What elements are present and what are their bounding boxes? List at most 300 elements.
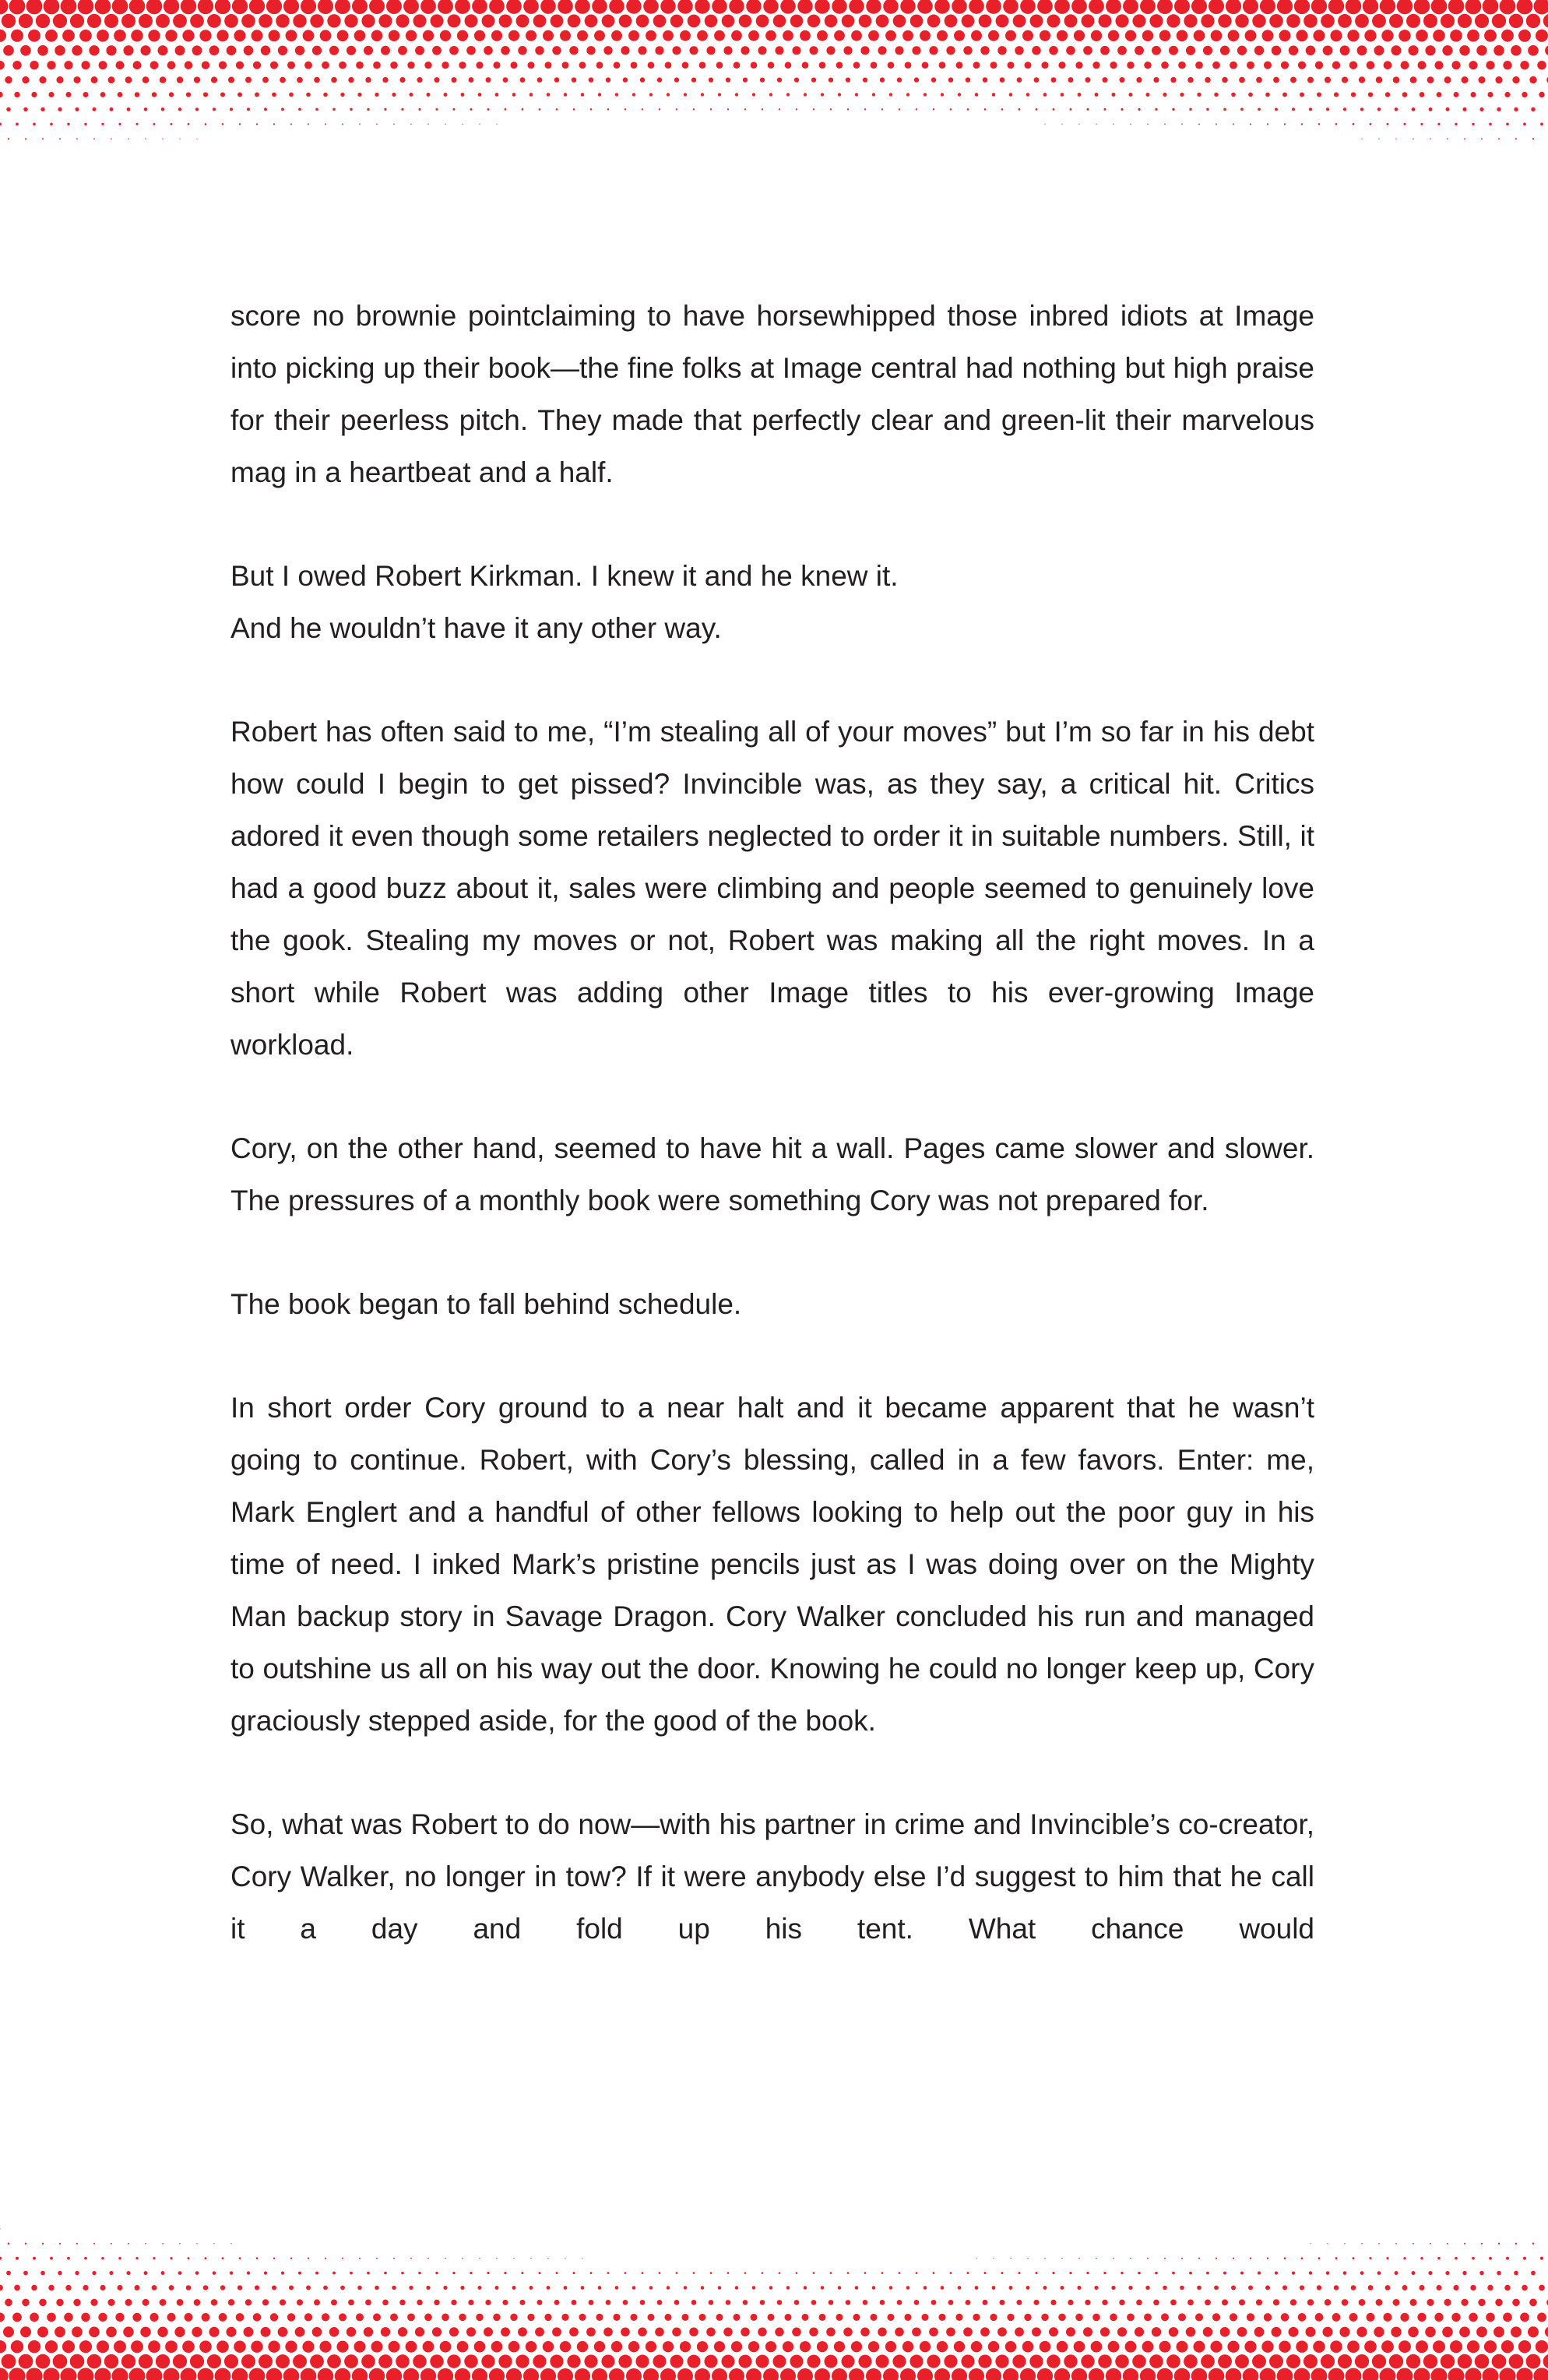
- halftone-dot: [937, 2341, 948, 2352]
- halftone-dot: [838, 2286, 842, 2290]
- halftone-dot: [498, 2354, 512, 2368]
- halftone-dot: [1069, 2272, 1071, 2274]
- halftone-dot: [1112, 93, 1116, 97]
- halftone-dot: [283, 0, 299, 14]
- halftone-dot: [430, 2354, 444, 2368]
- halftone-dot: [572, 2300, 577, 2305]
- halftone-dot: [889, 93, 892, 96]
- halftone-dot: [564, 93, 567, 96]
- halftone-dot: [14, 2285, 20, 2291]
- halftone-dot: [1301, 2257, 1303, 2259]
- halftone-dot: [954, 2341, 965, 2352]
- halftone-dot: [8, 138, 9, 139]
- halftone-dot: [361, 2354, 375, 2368]
- halftone-dot: [744, 108, 746, 110]
- halftone-dot: [1214, 2286, 1219, 2290]
- halftone-dot: [476, 62, 483, 69]
- halftone-dot: [1441, 2354, 1455, 2369]
- halftone-dot: [944, 2355, 957, 2368]
- halftone-dot: [1277, 2368, 1293, 2380]
- halftone-dot: [584, 2355, 597, 2368]
- halftone-dot: [247, 2271, 250, 2274]
- halftone-dot: [286, 30, 297, 41]
- halftone-dot: [843, 46, 852, 55]
- halftone-dot: [931, 2300, 937, 2305]
- halftone-dot: [1100, 46, 1110, 55]
- halftone-dot: [1245, 30, 1257, 41]
- halftone-dot: [128, 2243, 129, 2244]
- halftone-dot: [632, 93, 635, 96]
- halftone-dot: [418, 108, 420, 111]
- halftone-dot: [399, 2300, 406, 2306]
- halftone-dot: [403, 0, 419, 14]
- halftone-dot: [287, 62, 295, 69]
- halftone-dot: [895, 46, 903, 55]
- halftone-dot: [195, 107, 199, 111]
- halftone-dot: [269, 30, 280, 41]
- halftone-dot: [314, 2299, 320, 2305]
- halftone-dot: [802, 62, 809, 69]
- halftone-dot: [455, 2368, 470, 2380]
- halftone-dot: [941, 93, 944, 96]
- halftone-dot: [1430, 138, 1431, 139]
- halftone-dot: [1211, 30, 1223, 41]
- halftone-dot: [1155, 2272, 1158, 2275]
- halftone-dot: [681, 2314, 688, 2321]
- halftone-dot: [917, 2368, 933, 2380]
- halftone-dot: [506, 0, 522, 14]
- halftone-dot: [121, 14, 135, 28]
- halftone-dot: [118, 2257, 121, 2259]
- halftone-dot: [817, 30, 828, 41]
- halftone-dot: [62, 2340, 75, 2353]
- halftone-dot: [1103, 2272, 1106, 2274]
- halftone-dot: [1325, 77, 1331, 83]
- halftone-dot: [1427, 2299, 1434, 2306]
- halftone-dot: [350, 2272, 353, 2275]
- halftone-dot: [603, 2327, 613, 2336]
- halftone-dot: [1227, 2341, 1239, 2353]
- halftone-dot: [506, 2368, 522, 2380]
- halftone-dot: [135, 92, 140, 97]
- halftone-dot: [817, 2341, 828, 2352]
- halftone-dot: [1343, 2271, 1347, 2275]
- halftone-dot: [220, 2285, 225, 2290]
- halftone-dot: [1152, 2327, 1161, 2336]
- halftone-dot: [270, 2313, 278, 2321]
- halftone-dot: [704, 2355, 717, 2368]
- halftone-dot: [356, 2313, 364, 2321]
- halftone-dot: [1481, 138, 1483, 139]
- halftone-dot: [1484, 30, 1497, 42]
- halftone-dot: [579, 62, 586, 69]
- halftone-dot: [6, 107, 11, 112]
- halftone-dot: [1164, 2258, 1166, 2259]
- halftone-dot: [1532, 2243, 1534, 2244]
- halftone-dot: [1437, 92, 1442, 97]
- halftone-dot: [36, 2354, 51, 2369]
- halftone-dot: [1121, 2272, 1123, 2274]
- halftone-dot: [743, 77, 748, 82]
- halftone-dot: [196, 2243, 197, 2244]
- halftone-dot: [1533, 2368, 1548, 2380]
- halftone-dot: [1307, 2299, 1314, 2305]
- halftone-dot: [1015, 46, 1023, 55]
- halftone-dot: [1135, 2327, 1144, 2336]
- halftone-dot: [577, 30, 588, 41]
- halftone-dot: [453, 108, 456, 111]
- halftone-dot: [171, 123, 173, 125]
- halftone-dot: [188, 123, 190, 125]
- halftone-dot: [25, 138, 26, 139]
- halftone-dot: [741, 2328, 750, 2337]
- halftone-dot: [232, 0, 248, 14]
- halftone-dot: [615, 93, 618, 96]
- halftone-dot: [442, 2314, 449, 2322]
- halftone-dot: [1282, 2285, 1287, 2290]
- halftone-dot: [1005, 2341, 1017, 2353]
- halftone-dot: [244, 46, 254, 56]
- halftone-dot: [1260, 0, 1275, 14]
- halftone-dot: [729, 0, 744, 14]
- halftone-dot: [1503, 2313, 1512, 2322]
- halftone-dot: [1327, 2243, 1328, 2244]
- halftone-dot: [983, 2300, 988, 2305]
- halftone-dot: [409, 93, 413, 97]
- halftone-dot: [427, 124, 428, 125]
- halftone-dot: [581, 2286, 585, 2290]
- halftone-dot: [573, 2272, 575, 2274]
- halftone-dot: [535, 2327, 544, 2336]
- halftone-dot: [762, 2272, 764, 2274]
- halftone-dot: [689, 46, 698, 55]
- halftone-dot: [1186, 46, 1195, 55]
- halftone-dot: [198, 0, 213, 14]
- halftone-dot: [406, 30, 417, 41]
- halftone-dot: [1459, 2326, 1470, 2337]
- halftone-dot: [1492, 2354, 1507, 2369]
- halftone-dot: [734, 2314, 741, 2321]
- halftone-dot: [449, 2327, 459, 2336]
- halftone-dot: [723, 46, 732, 55]
- halftone-dot: [170, 2257, 172, 2259]
- halftone-dot: [1471, 92, 1476, 97]
- halftone-dot: [1481, 2243, 1483, 2244]
- halftone-dot: [177, 76, 183, 83]
- halftone-dot: [373, 62, 381, 69]
- halftone-dot: [126, 2271, 130, 2275]
- halftone-dot: [1098, 14, 1111, 27]
- halftone-dot: [398, 46, 407, 55]
- halftone-dot: [624, 2272, 627, 2274]
- halftone-dot: [1216, 123, 1217, 125]
- halftone-dot: [1057, 2341, 1068, 2353]
- halftone-dot: [1082, 14, 1095, 27]
- halftone-dot: [773, 15, 786, 28]
- halftone-dot: [1346, 2368, 1362, 2380]
- halftone-dot: [190, 2354, 204, 2368]
- halftone-dot: [556, 2272, 558, 2274]
- halftone-dot: [1100, 2327, 1110, 2336]
- halftone-dot: [460, 2286, 464, 2290]
- halftone-dot: [390, 62, 398, 69]
- halftone-dot: [304, 62, 312, 69]
- halftone-dot: [494, 2286, 498, 2290]
- halftone-dot: [1273, 2299, 1279, 2305]
- halftone-dot: [1275, 2272, 1278, 2275]
- halftone-dot: [30, 2313, 39, 2322]
- halftone-dot: [290, 2258, 292, 2259]
- halftone-dot: [1081, 2354, 1094, 2368]
- halftone-dot: [264, 107, 267, 111]
- halftone-dot: [1290, 2299, 1296, 2305]
- halftone-dot: [401, 108, 403, 111]
- halftone-dot: [484, 2327, 493, 2336]
- halftone-dot: [649, 2286, 653, 2290]
- halftone-dot: [410, 2258, 412, 2259]
- halftone-dot: [1459, 45, 1469, 55]
- halftone-dot: [1026, 93, 1030, 97]
- halftone-dot: [340, 93, 344, 97]
- halftone-dot: [28, 2340, 40, 2353]
- halftone-dot: [866, 0, 881, 14]
- halftone-dot: [1482, 2368, 1498, 2380]
- halftone-dot: [1049, 2327, 1058, 2336]
- halftone-dot: [1010, 2258, 1011, 2259]
- halftone-dot: [438, 0, 453, 14]
- halftone-dot: [216, 30, 228, 41]
- halftone-dot: [1233, 2258, 1234, 2259]
- halftone-dot: [677, 2368, 693, 2380]
- halftone-dot: [230, 107, 233, 111]
- halftone-dot: [56, 76, 63, 83]
- halftone-dot: [948, 77, 954, 83]
- halftone-dot: [410, 124, 412, 125]
- halftone-dot: [259, 14, 273, 28]
- halftone-dot: [902, 2341, 913, 2352]
- halftone-dot: [1194, 30, 1205, 41]
- halftone-dot: [858, 2355, 871, 2368]
- halftone-dot: [211, 2299, 218, 2306]
- halftone-dot: [1240, 108, 1244, 111]
- halftone-dot: [84, 2257, 87, 2260]
- halftone-dot: [190, 14, 204, 28]
- halftone-dot: [567, 2355, 580, 2368]
- halftone-dot: [213, 2271, 216, 2275]
- halftone-dot: [589, 77, 594, 83]
- halftone-dot: [389, 30, 399, 41]
- halftone-dot: [222, 2257, 224, 2259]
- halftone-dot: [601, 2355, 614, 2368]
- halftone-dot: [1009, 2286, 1013, 2290]
- halftone-dot: [1395, 2243, 1397, 2244]
- halftone-dot: [1230, 62, 1237, 69]
- halftone-dot: [95, 0, 111, 14]
- halftone-dot: [276, 2354, 290, 2368]
- halftone-dot: [0, 61, 5, 70]
- halftone-dot: [1034, 77, 1040, 83]
- halftone-dot: [342, 123, 343, 125]
- halftone-dot: [1451, 61, 1460, 69]
- halftone-dot: [393, 124, 395, 125]
- halftone-dot: [670, 15, 684, 28]
- halftone-dot: [393, 2258, 395, 2259]
- halftone-dot: [293, 2354, 307, 2368]
- halftone-dot: [777, 77, 782, 82]
- halftone-dot: [470, 108, 473, 111]
- halftone-dot: [1044, 124, 1045, 125]
- halftone-dot: [529, 93, 533, 97]
- halftone-dot: [934, 2368, 950, 2380]
- halftone-dot: [354, 2341, 365, 2353]
- halftone-dot: [485, 2300, 491, 2305]
- halftone-dot: [484, 46, 493, 55]
- halftone-dot: [1235, 14, 1248, 27]
- halftone-dot: [435, 2272, 438, 2274]
- halftone-dot: [440, 30, 451, 41]
- halftone-dot: [178, 107, 181, 111]
- halftone-dot: [952, 2368, 967, 2380]
- halftone-dot: [1515, 138, 1517, 139]
- halftone-dot: [1464, 138, 1465, 139]
- halftone-dot: [1189, 108, 1191, 111]
- halftone-dot: [407, 2313, 415, 2321]
- halftone-dot: [1303, 14, 1318, 28]
- halftone-dot: [273, 2257, 275, 2259]
- halftone-dot: [1036, 108, 1038, 111]
- halftone-dot: [983, 77, 988, 83]
- halftone-dot: [1138, 2272, 1140, 2274]
- halftone-dot: [335, 0, 350, 14]
- halftone-dot: [626, 2368, 642, 2380]
- halftone-dot: [280, 77, 286, 83]
- halftone-dot: [653, 15, 667, 28]
- halftone-dot: [623, 77, 628, 82]
- halftone-dot: [1326, 2271, 1330, 2275]
- halftone-dot: [1445, 2271, 1449, 2275]
- halftone-dot: [518, 46, 526, 55]
- halftone-dot: [207, 2354, 221, 2368]
- halftone-dot: [807, 15, 821, 28]
- halftone-dot: [318, 2368, 334, 2380]
- halftone-dot: [676, 2272, 678, 2274]
- halftone-dot: [813, 2272, 815, 2274]
- halftone-dot: [569, 2327, 579, 2336]
- halftone-dot: [642, 2272, 644, 2274]
- halftone-dot: [352, 2368, 368, 2380]
- halftone-dot: [228, 77, 234, 83]
- halftone-dot: [499, 14, 512, 27]
- halftone-dot: [247, 107, 250, 111]
- halftone-dot: [1277, 0, 1293, 14]
- halftone-dot: [760, 77, 765, 82]
- halftone-dot: [59, 2243, 61, 2244]
- halftone-dot: [1243, 0, 1258, 14]
- halftone-dot: [1145, 93, 1149, 97]
- halftone-dot: [929, 46, 938, 55]
- halftone-dot: [1095, 93, 1099, 97]
- halftone-dot: [270, 62, 278, 69]
- halftone-dot: [1145, 2286, 1149, 2290]
- halftone-dot: [424, 2314, 432, 2322]
- halftone-dot: [1035, 2272, 1037, 2274]
- halftone-dot: [664, 2314, 671, 2321]
- halftone-dot: [1111, 2286, 1115, 2290]
- halftone-dot: [1418, 61, 1427, 69]
- halftone-dot: [814, 2368, 830, 2380]
- halftone-dot: [765, 2341, 776, 2352]
- halftone-dot: [1309, 2271, 1312, 2274]
- halftone-dot: [1068, 2300, 1073, 2305]
- halftone-dot: [971, 2341, 982, 2352]
- halftone-dot: [232, 2368, 248, 2380]
- halftone-dot: [979, 15, 992, 28]
- halftone-dot: [1235, 2354, 1249, 2368]
- halftone-dot: [344, 2354, 358, 2368]
- halftone-dot: [1294, 2368, 1311, 2380]
- halftone-dot: [670, 2355, 683, 2368]
- halftone-dot: [973, 2314, 980, 2321]
- halftone-dot: [648, 62, 655, 69]
- halftone-dot: [1372, 14, 1386, 28]
- halftone-dot: [144, 2271, 148, 2275]
- halftone-dot: [0, 30, 6, 42]
- halftone-dot: [1430, 2368, 1447, 2380]
- halftone-dot: [794, 77, 799, 82]
- halftone-dot: [290, 123, 292, 125]
- halftone-dot: [1493, 45, 1504, 56]
- halftone-dot: [779, 2272, 781, 2274]
- halftone-dot: [961, 2355, 974, 2368]
- halftone-dot: [543, 30, 554, 41]
- halftone-dot: [445, 2258, 446, 2259]
- halftone-dot: [716, 62, 723, 69]
- halftone-dot: [413, 2354, 427, 2368]
- halftone-dot: [40, 107, 44, 111]
- halftone-dot: [1169, 2327, 1178, 2336]
- halftone-dot: [980, 46, 989, 55]
- halftone-dot: [409, 2286, 413, 2290]
- halftone-dot: [1339, 2327, 1349, 2337]
- halftone-dot: [590, 108, 593, 111]
- halftone-dot: [1027, 2258, 1028, 2259]
- halftone-dot: [1355, 14, 1369, 28]
- halftone-dot: [266, 2368, 283, 2380]
- halftone-dot: [48, 2285, 54, 2290]
- halftone-dot: [1164, 124, 1166, 125]
- halftone-dot: [1523, 123, 1526, 126]
- halftone-dot: [606, 77, 610, 82]
- halftone-dot: [312, 2327, 322, 2337]
- halftone-dot: [1070, 108, 1072, 111]
- halftone-dot: [946, 2327, 955, 2336]
- halftone-dot: [1243, 2368, 1259, 2380]
- halftone-dot: [969, 2368, 984, 2380]
- halftone-dot: [916, 2272, 918, 2274]
- paragraph-3: And he wouldn’t have it any other way.: [230, 612, 722, 644]
- halftone-dot: [72, 2326, 83, 2337]
- halftone-dot: [144, 107, 148, 111]
- halftone-dot: [182, 30, 194, 41]
- halftone-dot: [272, 2285, 276, 2290]
- halftone-dot: [680, 30, 691, 41]
- halftone-dot: [1448, 0, 1465, 14]
- halftone-dot: [55, 2326, 65, 2337]
- halftone-dot: [339, 62, 347, 69]
- halftone-dot: [350, 108, 352, 111]
- halftone-dot: [573, 108, 575, 111]
- halftone-dot: [1387, 123, 1389, 125]
